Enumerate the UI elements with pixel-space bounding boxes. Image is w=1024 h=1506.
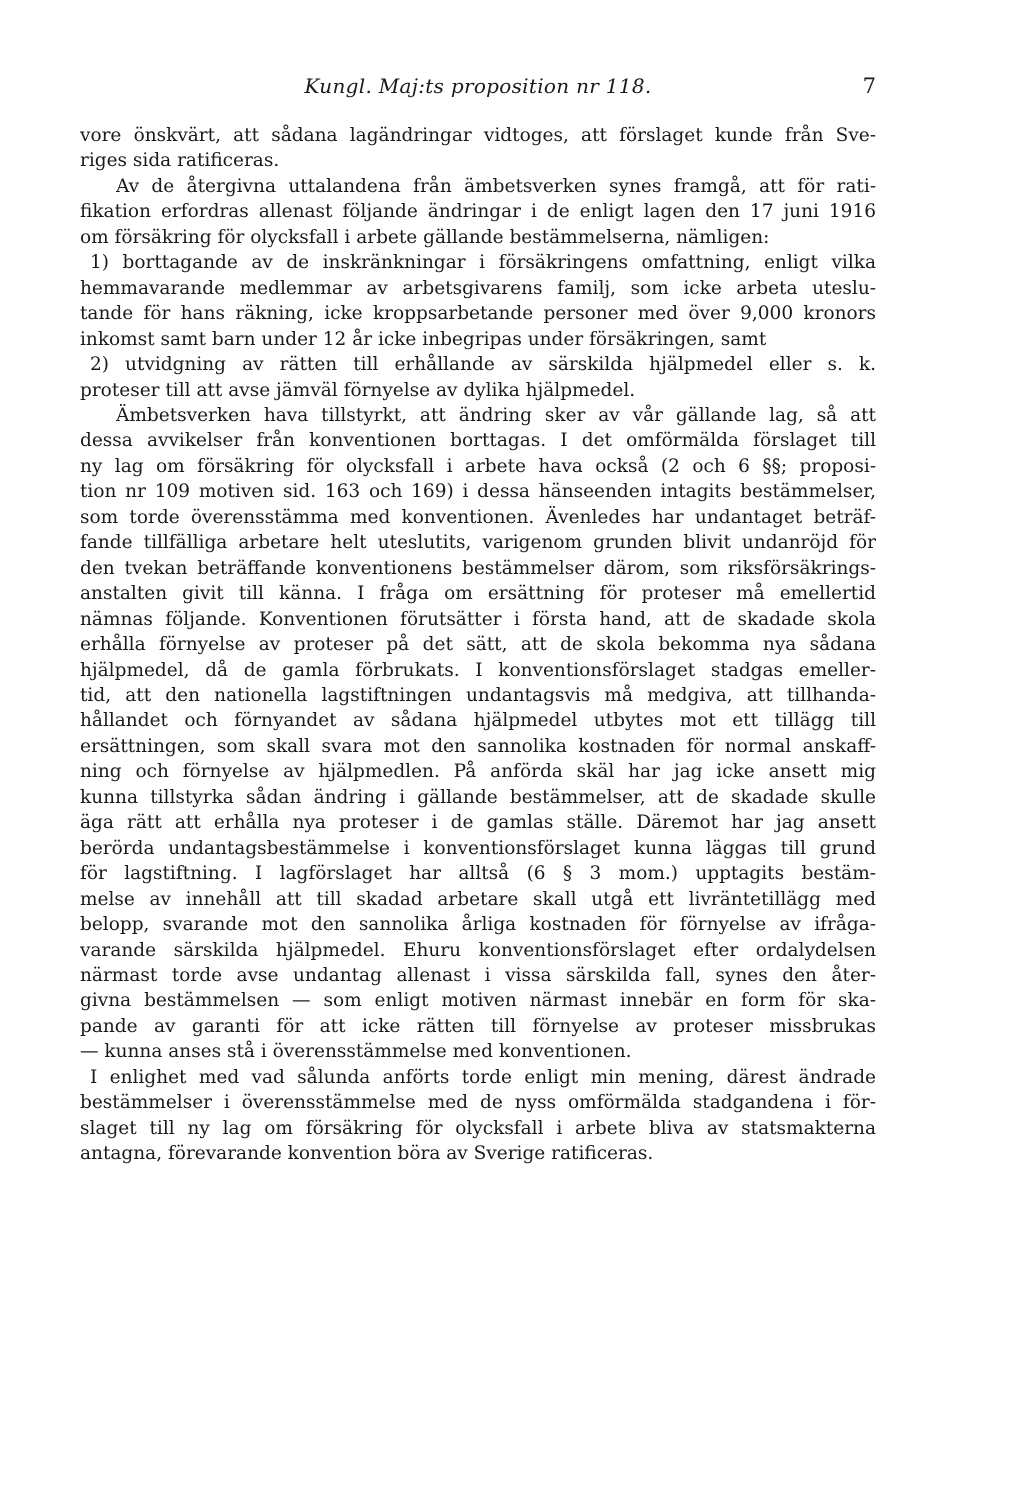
- text-line: bestämmelser i överensstämmelse med de nyss omförmälda stadgandena i för-: [80, 1092, 876, 1114]
- text-line: tid, att den nationella lagstiftningen undantagsvis må medgiva, att tillhanda-: [80, 684, 876, 706]
- text-line: pande av garanti för att icke rätten till förnyelse av proteser missbrukas: [80, 1015, 876, 1037]
- running-head: [80, 74, 876, 104]
- text-line: den tvekan beträffande konventionens bestämmelser därom, som riksförsäkrings-: [80, 557, 876, 579]
- text-line: berörda undantagsbestämmelse i konventionsförslaget kunna läggas till grund: [80, 837, 876, 859]
- text-line: kunna tillstyrka sådan ändring i gällande bestämmelser, att de skadade skulle: [80, 786, 876, 808]
- text-line: om försäkring för olycksfall i arbete gällande bestämmelserna, nämligen:: [80, 226, 770, 248]
- text-line: tande för hans räkning, icke kroppsarbetande personer med över 9,000 kronors: [80, 303, 876, 325]
- text-line: I enlighet med vad sålunda anförts torde enligt min mening, därest ändrade: [90, 1066, 876, 1088]
- text-line: fikation erfordras allenast följande ändringar i de enligt lagen den 17 juni 1916: [80, 201, 876, 223]
- text-line: som torde överensstämma med konventionen. Ävenledes har undantaget beträf-: [80, 506, 876, 528]
- text-line: 1) borttagande av de inskränkningar i försäkringens omfattning, enligt vilka: [90, 252, 876, 274]
- text-line: anstalten givit till känna. I fråga om ersättning för proteser må emellertid: [80, 583, 876, 605]
- text-line: fande tillfälliga arbetare helt uteslutits, varigenom grunden blivit undanröjd för: [80, 532, 876, 554]
- text-line: tion nr 109 motiven sid. 163 och 169) i dessa hänseenden intagits bestämmelser,: [80, 481, 876, 503]
- text-line: 2) utvidgning av rätten till erhållande av särskilda hjälpmedel eller s. k.: [90, 354, 876, 376]
- body-text: [80, 123, 876, 1167]
- text-line: nämnas följande. Konventionen förutsätter i första hand, att de skadade skola: [80, 608, 876, 630]
- text-line: riges sida ratificeras.: [80, 150, 280, 172]
- text-line: erhålla förnyelse av proteser på det sätt, att de skola bekomma nya sådana: [80, 634, 876, 656]
- text-line: proteser till att avse jämväl förnyelse av dylika hjälpmedel.: [80, 379, 636, 401]
- text-line: för lagstiftning. I lagförslaget har alltså (6 § 3 mom.) upptagits bestäm-: [80, 863, 876, 885]
- text-line: närmast torde avse undantag allenast i vissa särskilda fall, synes den åter-: [80, 964, 876, 986]
- running-title: Kungl. Maj:ts proposition nr 118.: [304, 74, 652, 98]
- text-line: belopp, svarande mot den sannolika årliga kostnaden för förnyelse av ifråga-: [80, 914, 876, 936]
- text-line: ning och förnyelse av hjälpmedlen. På anförda skäl har jag icke ansett mig: [80, 761, 876, 783]
- text-line: Av de återgivna uttalandena från ämbetsverken synes framgå, att för rati-: [116, 175, 876, 197]
- text-line: antagna, förevarande konvention böra av Sverige ratificeras.: [80, 1143, 654, 1165]
- text-line: ersättningen, som skall svara mot den sannolika kostnaden för normal anskaff-: [80, 735, 876, 757]
- text-line: varande särskilda hjälpmedel. Ehuru konventionsförslaget efter ordalydelsen: [80, 939, 876, 961]
- text-line: dessa avvikelser från konventionen borttagas. I det omförmälda förslaget till: [80, 430, 876, 452]
- text-line: inkomst samt barn under 12 år icke inbegripas under försäkringen, samt: [80, 328, 767, 350]
- text-line: Ämbetsverken hava tillstyrkt, att ändring sker av vår gällande lag, så att: [116, 404, 876, 426]
- text-line: hjälpmedel, då de gamla förbrukats. I konventionsförslaget stadgas emeller-: [80, 659, 876, 681]
- text-line: slaget till ny lag om försäkring för olycksfall i arbete bliva av statsmakterna: [80, 1117, 876, 1139]
- text-line: ny lag om försäkring för olycksfall i arbete hava också (2 och 6 §§; proposi-: [80, 455, 876, 477]
- text-line: melse av innehåll att till skadad arbetare skall utgå ett livräntetillägg med: [80, 888, 876, 910]
- text-line: givna bestämmelsen — som enligt motiven närmast innebär en form för ska-: [80, 990, 876, 1012]
- text-line: vore önskvärt, att sådana lagändringar vidtoges, att förslaget kunde från Sve-: [80, 125, 876, 146]
- text-line: hållandet och förnyandet av sådana hjälpmedel utbytes mot ett tillägg till: [80, 710, 876, 732]
- text-line: äga rätt att erhålla nya proteser i de gamlas ställe. Däremot har jag ansett: [80, 812, 876, 834]
- text-line: hemmavarande medlemmar av arbetsgivarens familj, som icke arbeta uteslu-: [80, 277, 876, 299]
- page-number: 7: [862, 74, 876, 98]
- text-line: — kunna anses stå i överensstämmelse med konventionen.: [80, 1041, 632, 1063]
